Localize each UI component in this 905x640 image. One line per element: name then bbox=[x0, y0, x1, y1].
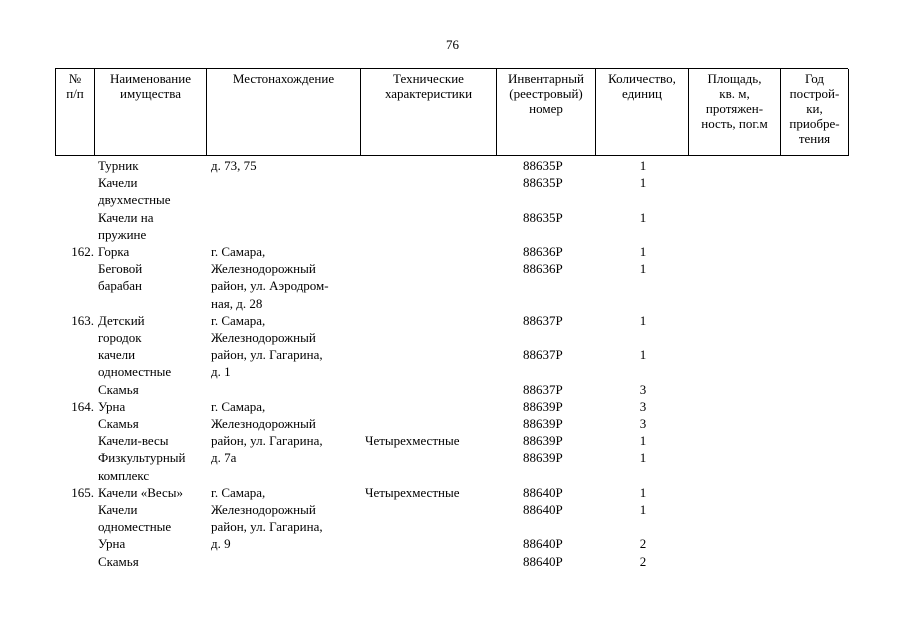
item-location: Железнодорожный bbox=[211, 261, 316, 277]
header-location-line: Местонахождение bbox=[232, 71, 335, 86]
table-row bbox=[0, 398, 905, 415]
item-name: пружине bbox=[98, 226, 147, 242]
inventory-number: 88639Р bbox=[523, 450, 563, 466]
item-name: Горка bbox=[98, 244, 130, 259]
table-row bbox=[0, 381, 905, 398]
item-name: комплекс bbox=[98, 467, 150, 483]
item-location: д. 9 bbox=[211, 536, 231, 552]
item-quantity: 1 bbox=[639, 244, 647, 259]
header-inv-line: Инвентарный bbox=[508, 71, 584, 86]
item-location: г. Самара, bbox=[211, 484, 266, 500]
item-location: д. 7а bbox=[211, 450, 237, 466]
item-name: одноместные bbox=[98, 364, 172, 380]
table-row bbox=[0, 209, 905, 243]
item-name: двухместные bbox=[98, 192, 171, 208]
row-number: 165. bbox=[71, 484, 94, 500]
item-location: Железнодорожный bbox=[211, 502, 316, 517]
item-name: Скамья bbox=[98, 416, 139, 431]
item-location: район, ул. Аэродром- bbox=[211, 278, 329, 294]
item-location: район, ул. Гагарина, bbox=[211, 433, 323, 449]
header-location bbox=[206, 69, 360, 156]
item-location: Железнодорожный bbox=[211, 329, 316, 345]
inventory-number: 88640Р bbox=[523, 484, 563, 500]
inventory-number: 88640Р bbox=[523, 536, 563, 552]
header-year-line: приобре- bbox=[789, 116, 840, 131]
item-quantity: 3 bbox=[639, 381, 647, 397]
table-row bbox=[0, 157, 905, 174]
item-name: Качели-весы bbox=[98, 433, 169, 449]
header-year bbox=[780, 69, 849, 156]
table-row bbox=[0, 346, 905, 380]
item-quantity: 1 bbox=[639, 450, 647, 466]
item-quantity: 1 bbox=[639, 433, 647, 449]
row-number: 164. bbox=[71, 398, 94, 414]
inventory-number: 88639Р bbox=[523, 433, 563, 449]
header-num-line: № bbox=[68, 71, 82, 86]
header-inv bbox=[496, 69, 595, 156]
header-tech-line: Технические bbox=[393, 71, 464, 86]
inventory-number: 88635Р bbox=[523, 209, 563, 225]
table-row bbox=[0, 260, 905, 312]
item-name: Урна bbox=[98, 536, 126, 552]
item-quantity: 1 bbox=[639, 312, 647, 328]
header-qty bbox=[595, 69, 688, 156]
item-name: Скамья bbox=[98, 553, 139, 569]
item-location: д. 1 bbox=[211, 364, 231, 380]
inventory-number: 88635Р bbox=[523, 175, 563, 191]
header-name-line: имущества bbox=[120, 86, 181, 101]
inventory-number: 88637Р bbox=[523, 381, 563, 397]
page-number: 76 bbox=[446, 37, 459, 52]
header-qty-line: единиц bbox=[621, 86, 663, 101]
header-area-line: протяжен- bbox=[705, 101, 764, 116]
item-name: Качели «Весы» bbox=[98, 484, 184, 500]
header-name-line: Наименование bbox=[110, 71, 191, 86]
table-row bbox=[0, 415, 905, 432]
item-location: г. Самара, bbox=[211, 244, 266, 259]
header-name bbox=[94, 69, 206, 156]
item-location: район, ул. Гагарина, bbox=[211, 347, 323, 363]
table-row bbox=[0, 312, 905, 346]
item-location: ная, д. 28 bbox=[211, 295, 263, 311]
item-name: Качели bbox=[98, 502, 138, 517]
inventory-number: 88636Р bbox=[523, 244, 563, 259]
item-name: барабан bbox=[98, 278, 142, 294]
inventory-number: 88639Р bbox=[523, 398, 563, 414]
item-quantity: 3 bbox=[639, 416, 647, 431]
item-name: одноместные bbox=[98, 519, 172, 535]
header-inv-line: номер bbox=[529, 101, 563, 116]
row-number: 163. bbox=[71, 312, 94, 328]
table-row bbox=[0, 484, 905, 501]
header-tech bbox=[360, 69, 496, 156]
item-location: д. 73, 75 bbox=[211, 158, 257, 173]
table-header bbox=[55, 68, 848, 146]
item-name: Турник bbox=[98, 158, 139, 173]
table-row bbox=[0, 432, 905, 449]
table-row bbox=[0, 501, 905, 535]
header-num bbox=[55, 69, 94, 156]
item-quantity: 1 bbox=[639, 484, 647, 500]
inventory-number: 88640Р bbox=[523, 553, 563, 569]
header-year-line: ки, bbox=[806, 101, 823, 116]
table-row bbox=[0, 174, 905, 208]
item-name: Качели bbox=[98, 175, 138, 191]
item-quantity: 2 bbox=[639, 553, 647, 569]
item-quantity: 1 bbox=[639, 209, 647, 225]
header-area-line: ность, пог.м bbox=[701, 116, 768, 131]
header-tech-line: характеристики bbox=[384, 86, 473, 101]
header-qty-line: Количество, bbox=[608, 71, 676, 86]
header-area-line: Площадь, bbox=[707, 71, 762, 86]
inventory-number: 88639Р bbox=[523, 416, 563, 431]
row-number: 162. bbox=[71, 244, 94, 259]
item-quantity: 1 bbox=[639, 175, 647, 191]
item-name: Детский bbox=[98, 312, 145, 328]
item-quantity: 1 bbox=[639, 347, 647, 363]
table-row bbox=[0, 553, 905, 570]
header-area bbox=[688, 69, 780, 156]
item-tech: Четырехместные bbox=[365, 484, 460, 500]
table-row bbox=[0, 535, 905, 552]
inventory-number: 88640Р bbox=[523, 502, 563, 517]
inventory-number: 88636Р bbox=[523, 261, 563, 277]
item-location: г. Самара, bbox=[211, 398, 266, 414]
item-location: район, ул. Гагарина, bbox=[211, 519, 323, 535]
item-name: Скамья bbox=[98, 381, 139, 397]
item-location: г. Самара, bbox=[211, 312, 266, 328]
item-name: Беговой bbox=[98, 261, 143, 277]
item-name: Физкультурный bbox=[98, 450, 186, 466]
item-quantity: 3 bbox=[639, 398, 647, 414]
header-inv-line: (реестровый) bbox=[509, 86, 583, 101]
table-row bbox=[0, 449, 905, 483]
item-quantity: 1 bbox=[639, 261, 647, 277]
item-tech: Четырехместные bbox=[365, 433, 460, 449]
item-quantity: 1 bbox=[639, 502, 647, 517]
header-area-line: кв. м, bbox=[719, 86, 750, 101]
inventory-number: 88635Р bbox=[523, 158, 563, 173]
header-year-line: построй- bbox=[789, 86, 840, 101]
item-quantity: 2 bbox=[639, 536, 647, 552]
item-name: Урна bbox=[98, 398, 126, 414]
item-name: качели bbox=[98, 347, 136, 363]
item-location: Железнодорожный bbox=[211, 416, 316, 431]
item-quantity: 1 bbox=[639, 158, 647, 173]
header-num-line: п/п bbox=[66, 86, 84, 101]
header-year-line: Год bbox=[804, 71, 825, 86]
item-name: городок bbox=[98, 329, 142, 345]
header-year-line: тения bbox=[798, 131, 831, 146]
table-row bbox=[0, 243, 905, 260]
item-name: Качели на bbox=[98, 209, 154, 225]
inventory-number: 88637Р bbox=[523, 312, 563, 328]
inventory-number: 88637Р bbox=[523, 347, 563, 363]
